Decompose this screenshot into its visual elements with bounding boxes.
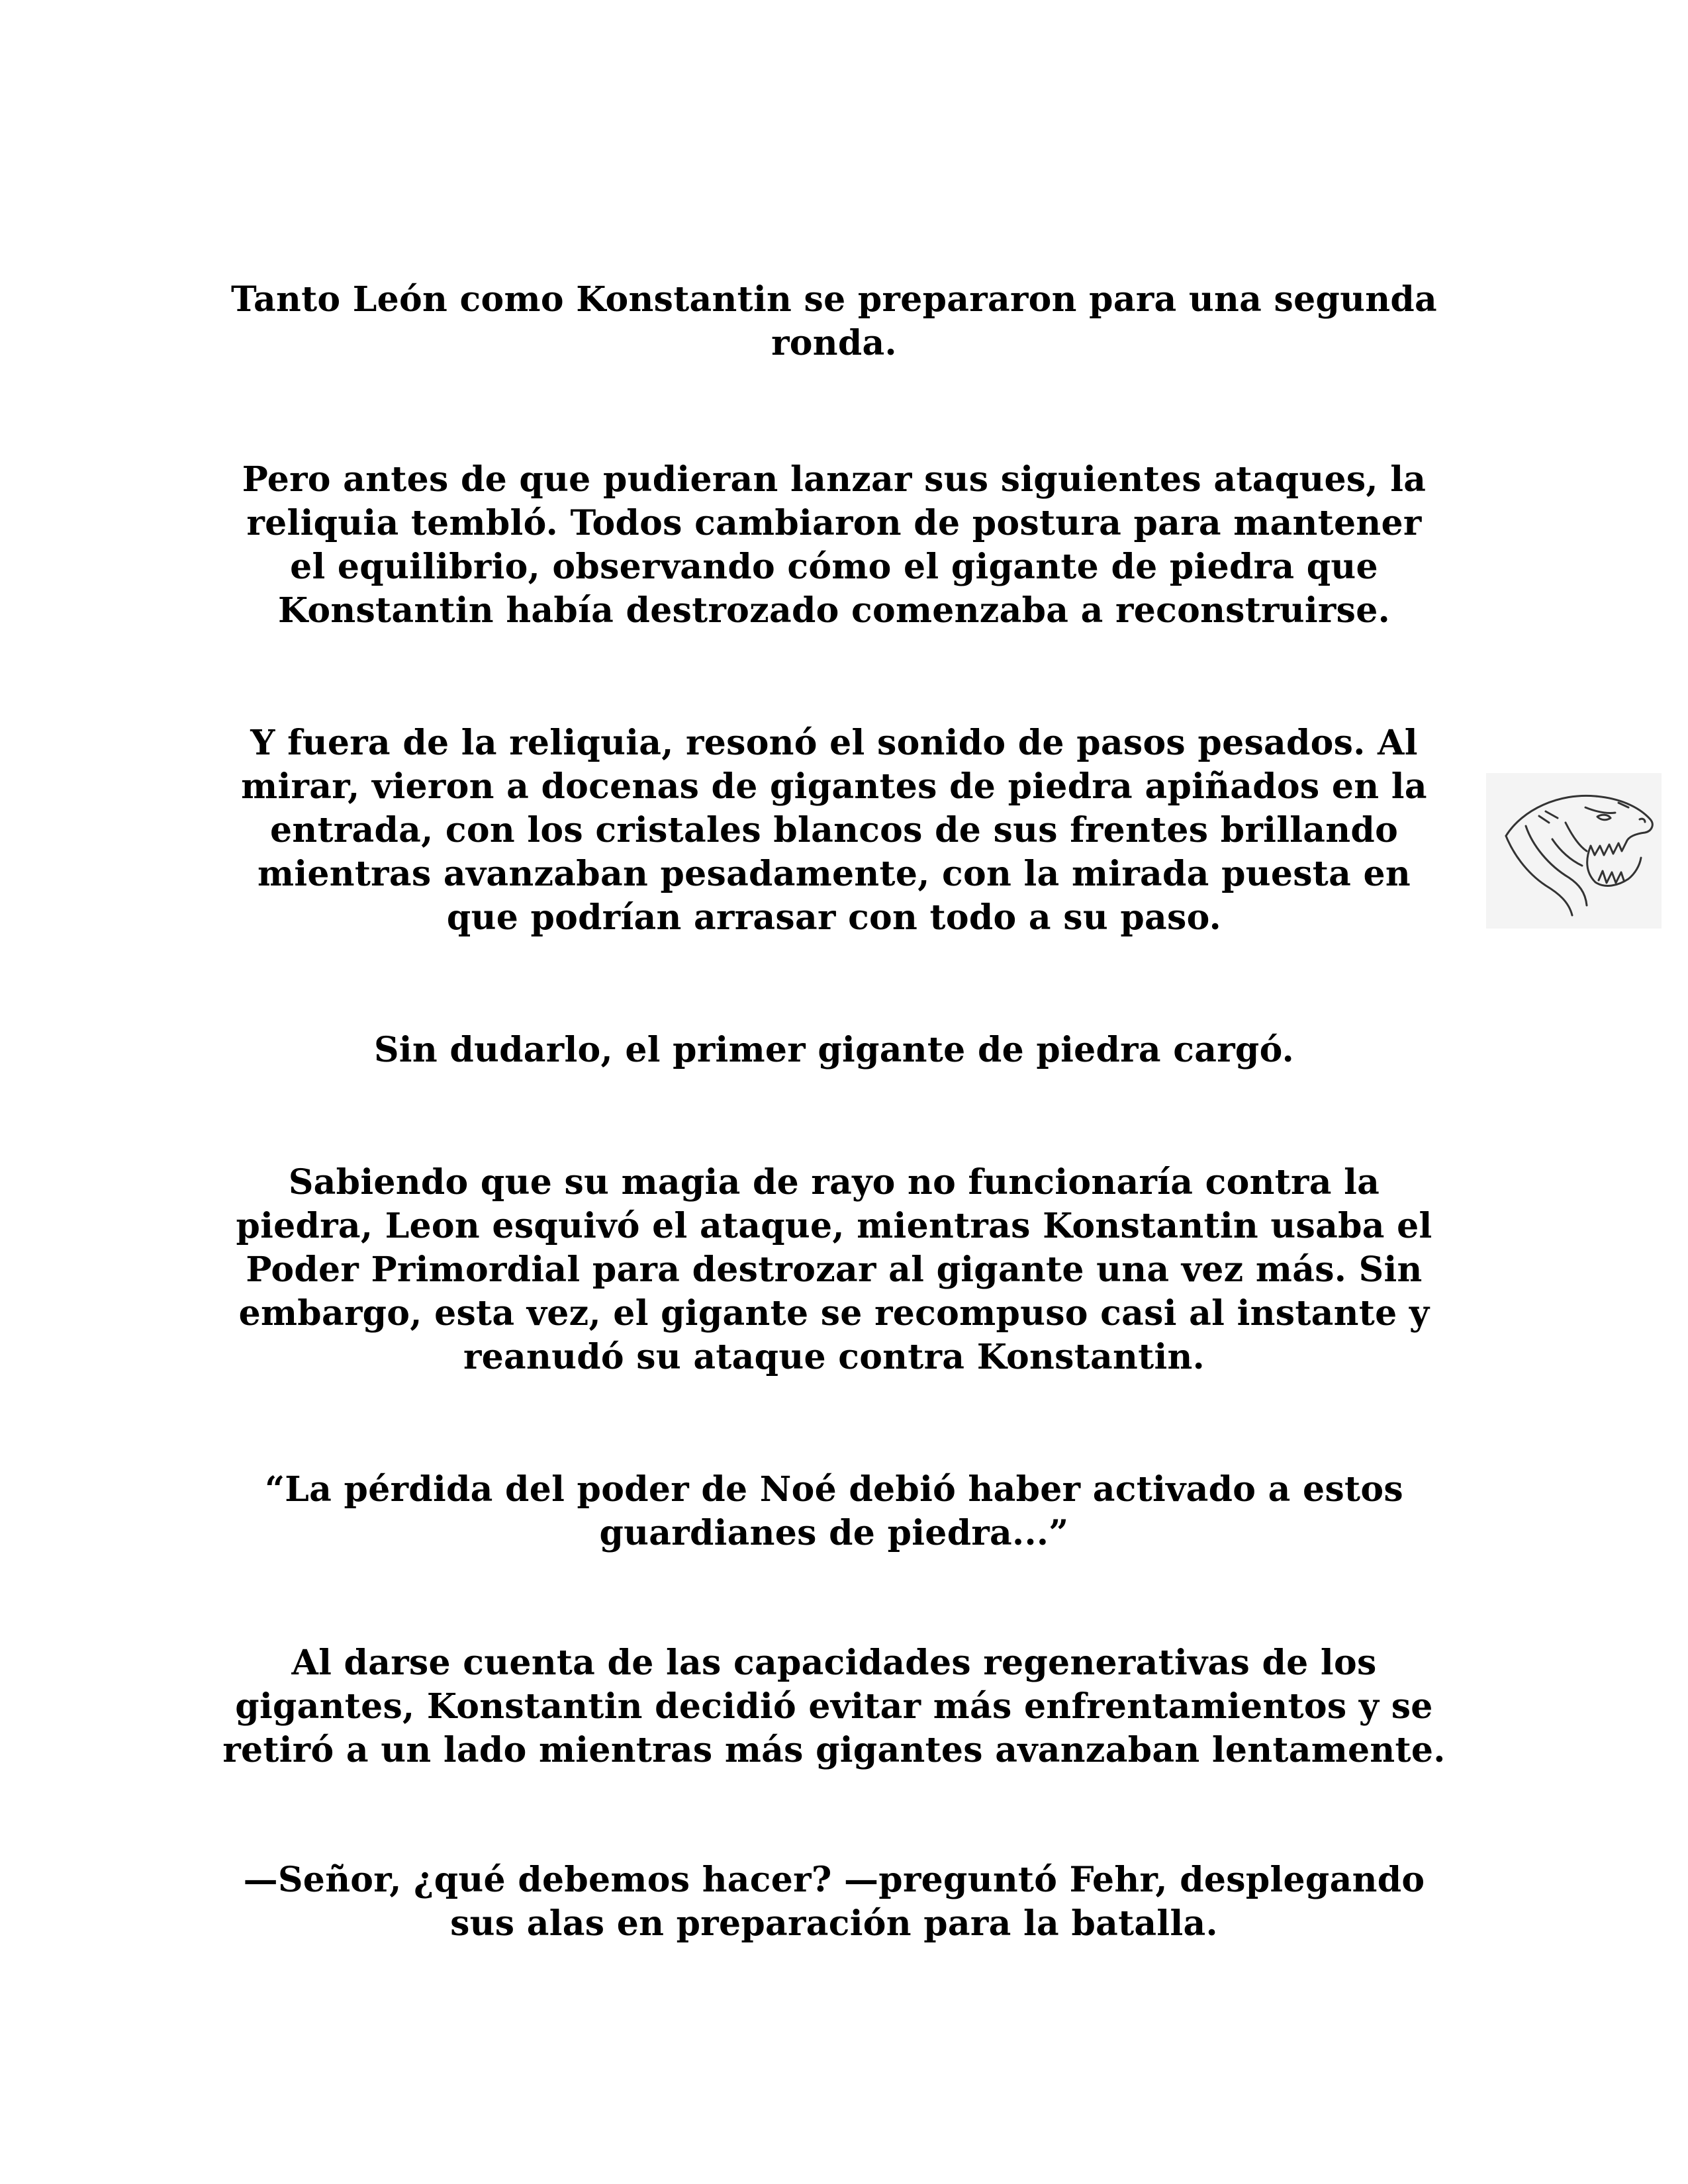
- paragraph-1: Tanto León como Konstantin se prepararon para una segunda ronda.: [230, 279, 1438, 363]
- paragraph-6: “La pérdida del poder de Noé debió haber activado a estos guardianes de piedra...”: [265, 1469, 1403, 1553]
- paragraph-3: Y fuera de la reliquia, resonó el sonido de pasos pesados. Al mirar, vieron a docenas de gigantes de piedra apiñados en la entrada, con los cristales blancos de sus frentes brillando mientras avanzaban pesadamente, con la mirada puesta en que podrían arrasar con todo a su paso.: [241, 723, 1427, 938]
- paragraph-4: Sin dudarlo, el primer gigante de piedra cargó.: [373, 1030, 1295, 1070]
- paragraph-7: Al darse cuenta de las capacidades regenerativas de los gigantes, Konstantin decidió evitar más enfrentamientos y se retiró a un lado mientras más gigantes avanzaban lentamente.: [222, 1643, 1446, 1770]
- dinosaur-head-watermark-icon: [1486, 773, 1662, 929]
- paragraph-5: Sabiendo que su magia de rayo no funcionaría contra la piedra, Leon esquivó el ataque, mientras Konstantin usaba el Poder Primordial para destrozar al gigante una vez más. Sin embargo, esta vez, el gigante se recompuso casi al instante y reanudó su ataque contra Konstantin.: [236, 1162, 1432, 1377]
- paragraph-8: —Señor, ¿qué debemos hacer? —preguntó Fehr, desplegando sus alas en preparación para la batalla.: [243, 1860, 1425, 1944]
- paragraph-2: Pero antes de que pudieran lanzar sus siguientes ataques, la reliquia tembló. Todos cambiaron de postura para mantener el equilibrio, observando cómo el gigante de piedra que Konstantin había destrozado comenzaba a reconstruirse.: [242, 459, 1427, 631]
